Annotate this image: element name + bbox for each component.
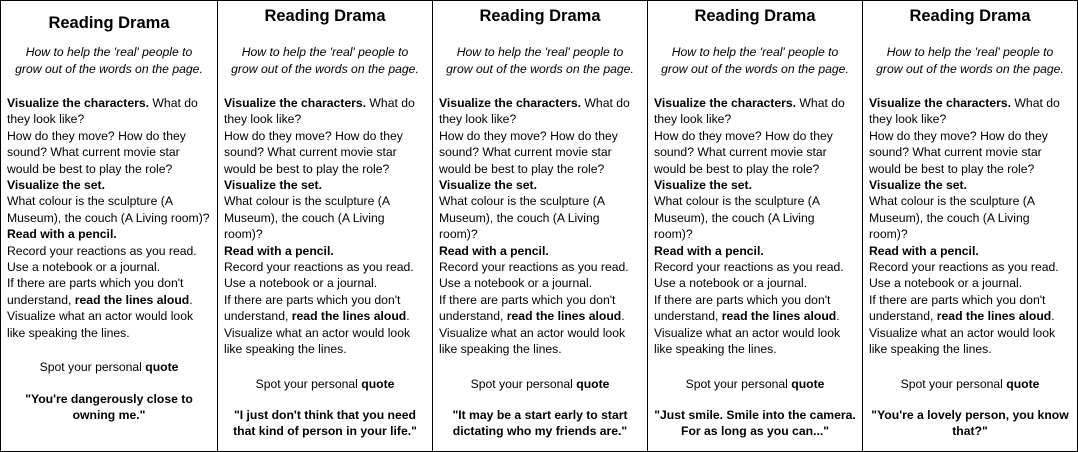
subtitle-line-2: grow out of the words on the page.	[231, 62, 419, 76]
subtitle-line-1: How to help the 'real' people to	[241, 45, 409, 59]
featured-quote	[7, 391, 211, 424]
spot-quote-word: quote	[576, 376, 610, 391]
reading-drama-card-4	[648, 0, 863, 452]
featured-quote	[869, 407, 1071, 440]
visualize-characters-heading: Visualize the characters.	[654, 96, 797, 110]
period: .	[189, 292, 193, 307]
period: .	[1051, 309, 1055, 324]
card-body	[7, 95, 211, 341]
visualize-characters-text: What do they look like?	[7, 96, 198, 127]
parts-paragraph	[869, 292, 1071, 325]
parts-paragraph	[224, 292, 426, 325]
quote-line-2: that?"	[952, 424, 988, 439]
use-notebook: Use a notebook or a journal.	[869, 276, 1023, 291]
record-reactions: Record your reactions as you read.	[869, 260, 1059, 275]
card-body	[654, 95, 856, 358]
read-aloud: read the lines aloud	[721, 309, 837, 324]
parts-paragraph	[439, 292, 641, 325]
record-reactions: Record your reactions as you read.	[224, 260, 414, 275]
use-notebook: Use a notebook or a journal.	[654, 276, 808, 291]
characters-questions: How do they move? How do they sound? What current movie star would be best to play the role?	[224, 128, 403, 176]
record-reactions: Record your reactions as you read.	[439, 260, 629, 275]
use-notebook: Use a notebook or a journal.	[7, 260, 161, 275]
reading-drama-card-3	[433, 0, 648, 452]
featured-quote	[654, 407, 856, 440]
set-questions: What colour is the sculpture (A Museum), the couch (A Living room)?	[224, 194, 390, 242]
featured-quote	[439, 407, 641, 440]
read-pencil-heading: Read with a pencil.	[439, 243, 549, 258]
record-reactions: Record your reactions as you read.	[7, 243, 197, 258]
spot-text: Spot your personal	[39, 360, 146, 375]
quote-line-1: "You're a lovely person, you know	[871, 407, 1069, 422]
visualize-actor: Visualize what an actor would look like speaking the lines.	[224, 325, 411, 357]
read-pencil-heading: Read with a pencil.	[869, 243, 979, 258]
record-reactions: Record your reactions as you read.	[654, 260, 844, 275]
visualize-characters-text: What do they look like?	[869, 96, 1060, 127]
card-title: Reading Drama	[694, 7, 816, 25]
quote-line-1: "I just don't think that you need	[233, 407, 416, 422]
visualize-characters-heading: Visualize the characters.	[224, 96, 367, 110]
visualize-characters-paragraph	[7, 95, 211, 128]
card-subtitle	[869, 44, 1071, 78]
use-notebook: Use a notebook or a journal.	[439, 276, 593, 291]
spot-quote-line	[7, 359, 211, 375]
visualize-characters-paragraph	[224, 95, 426, 128]
spot-text: Spot your personal	[685, 376, 792, 391]
featured-quote	[224, 407, 426, 440]
visualize-actor: Visualize what an actor would look like speaking the lines.	[654, 325, 841, 357]
visualize-characters-heading: Visualize the characters.	[869, 96, 1012, 110]
read-aloud: read the lines aloud	[936, 309, 1052, 324]
spot-text: Spot your personal	[900, 376, 1007, 391]
parts-text: If there are parts which you don't understand,	[654, 292, 831, 324]
spot-quote-word: quote	[791, 376, 825, 391]
subtitle-line-2: grow out of the words on the page.	[446, 62, 634, 76]
card-title: Reading Drama	[479, 7, 601, 25]
card-title: Reading Drama	[909, 7, 1031, 25]
parts-paragraph	[654, 292, 856, 325]
characters-questions: How do they move? How do they sound? What current movie star would be best to play the role?	[7, 128, 186, 176]
card-subtitle	[439, 44, 641, 78]
quote-line-2: For as long as you can..."	[681, 424, 829, 439]
card-body	[224, 95, 426, 358]
read-pencil-heading: Read with a pencil.	[224, 243, 334, 258]
set-questions: What colour is the sculpture (A Museum), the couch (A Living room)?	[869, 194, 1035, 242]
spot-quote-word: quote	[361, 376, 395, 391]
set-questions: What colour is the sculpture (A Museum), the couch (A Living room)?	[7, 194, 210, 225]
visualize-characters-paragraph	[439, 95, 641, 128]
subtitle-line-2: grow out of the words on the page.	[876, 62, 1064, 76]
subtitle-line-2: grow out of the words on the page.	[15, 62, 203, 76]
quote-line-2: that kind of person in your life."	[233, 424, 417, 439]
read-aloud: read the lines aloud	[506, 309, 622, 324]
quote-line-1: "Just smile. Smile into the camera.	[654, 407, 856, 422]
card-body	[439, 95, 641, 358]
quote-line-1: "It may be a start early to start	[452, 407, 628, 422]
parts-paragraph	[7, 275, 211, 308]
set-questions: What colour is the sculpture (A Museum), the couch (A Living room)?	[654, 194, 820, 242]
parts-text: If there are parts which you don't understand,	[224, 292, 401, 324]
card-title: Reading Drama	[264, 7, 386, 25]
card-subtitle	[654, 44, 856, 78]
card-subtitle	[7, 44, 211, 78]
period: .	[406, 309, 410, 324]
characters-questions: How do they move? How do they sound? What current movie star would be best to play the role?	[869, 128, 1048, 176]
visualize-characters-heading: Visualize the characters.	[439, 96, 582, 110]
reading-drama-card-5	[863, 0, 1078, 452]
quote-line-2: owning me."	[72, 407, 146, 422]
visualize-characters-text: What do they look like?	[224, 96, 415, 127]
subtitle-line-2: grow out of the words on the page.	[661, 62, 849, 76]
subtitle-line-1: How to help the 'real' people to	[886, 45, 1054, 59]
visualize-set-heading: Visualize the set.	[869, 178, 967, 193]
visualize-set-heading: Visualize the set.	[654, 178, 752, 193]
card-title: Reading Drama	[48, 14, 170, 32]
spot-text: Spot your personal	[255, 376, 362, 391]
spot-text: Spot your personal	[470, 376, 577, 391]
quote-line-1: "You're dangerously close to	[25, 391, 193, 406]
card-subtitle	[224, 44, 426, 78]
subtitle-line-1: How to help the 'real' people to	[456, 45, 624, 59]
visualize-characters-text: What do they look like?	[654, 96, 845, 127]
spot-quote-line	[654, 376, 856, 392]
period: .	[836, 309, 840, 324]
visualize-characters-paragraph	[654, 95, 856, 128]
spot-quote-line	[439, 376, 641, 392]
period: .	[621, 309, 625, 324]
reading-drama-card-1	[0, 0, 218, 452]
visualize-set-heading: Visualize the set.	[7, 178, 105, 193]
spot-quote-word: quote	[145, 360, 179, 375]
visualize-set-heading: Visualize the set.	[224, 178, 322, 193]
visualize-actor: Visualize what an actor would look like speaking the lines.	[869, 325, 1056, 357]
read-aloud: read the lines aloud	[74, 292, 190, 307]
subtitle-line-1: How to help the 'real' people to	[671, 45, 839, 59]
read-pencil-heading: Read with a pencil.	[654, 243, 764, 258]
visualize-actor: Visualize what an actor would look like speaking the lines.	[7, 309, 194, 340]
parts-text: If there are parts which you don't understand,	[869, 292, 1046, 324]
set-questions: What colour is the sculpture (A Museum), the couch (A Living room)?	[439, 194, 605, 242]
visualize-set-heading: Visualize the set.	[439, 178, 537, 193]
visualize-characters-text: What do they look like?	[439, 96, 630, 127]
spot-quote-word: quote	[1006, 376, 1040, 391]
spot-quote-line	[869, 376, 1071, 392]
visualize-actor: Visualize what an actor would look like speaking the lines.	[439, 325, 626, 357]
visualize-characters-paragraph	[869, 95, 1071, 128]
characters-questions: How do they move? How do they sound? What current movie star would be best to play the role?	[439, 128, 618, 176]
visualize-characters-heading: Visualize the characters.	[7, 96, 150, 110]
read-pencil-heading: Read with a pencil.	[7, 227, 117, 242]
parts-text: If there are parts which you don't understand,	[439, 292, 616, 324]
reading-drama-card-2	[218, 0, 433, 452]
characters-questions: How do they move? How do they sound? What current movie star would be best to play the role?	[654, 128, 833, 176]
subtitle-line-1: How to help the 'real' people to	[25, 45, 193, 59]
card-body	[869, 95, 1071, 358]
quote-line-2: dictating who my friends are."	[452, 424, 628, 439]
parts-text: If there are parts which you don't understand,	[7, 276, 184, 307]
read-aloud: read the lines aloud	[291, 309, 407, 324]
spot-quote-line	[224, 376, 426, 392]
use-notebook: Use a notebook or a journal.	[224, 276, 378, 291]
